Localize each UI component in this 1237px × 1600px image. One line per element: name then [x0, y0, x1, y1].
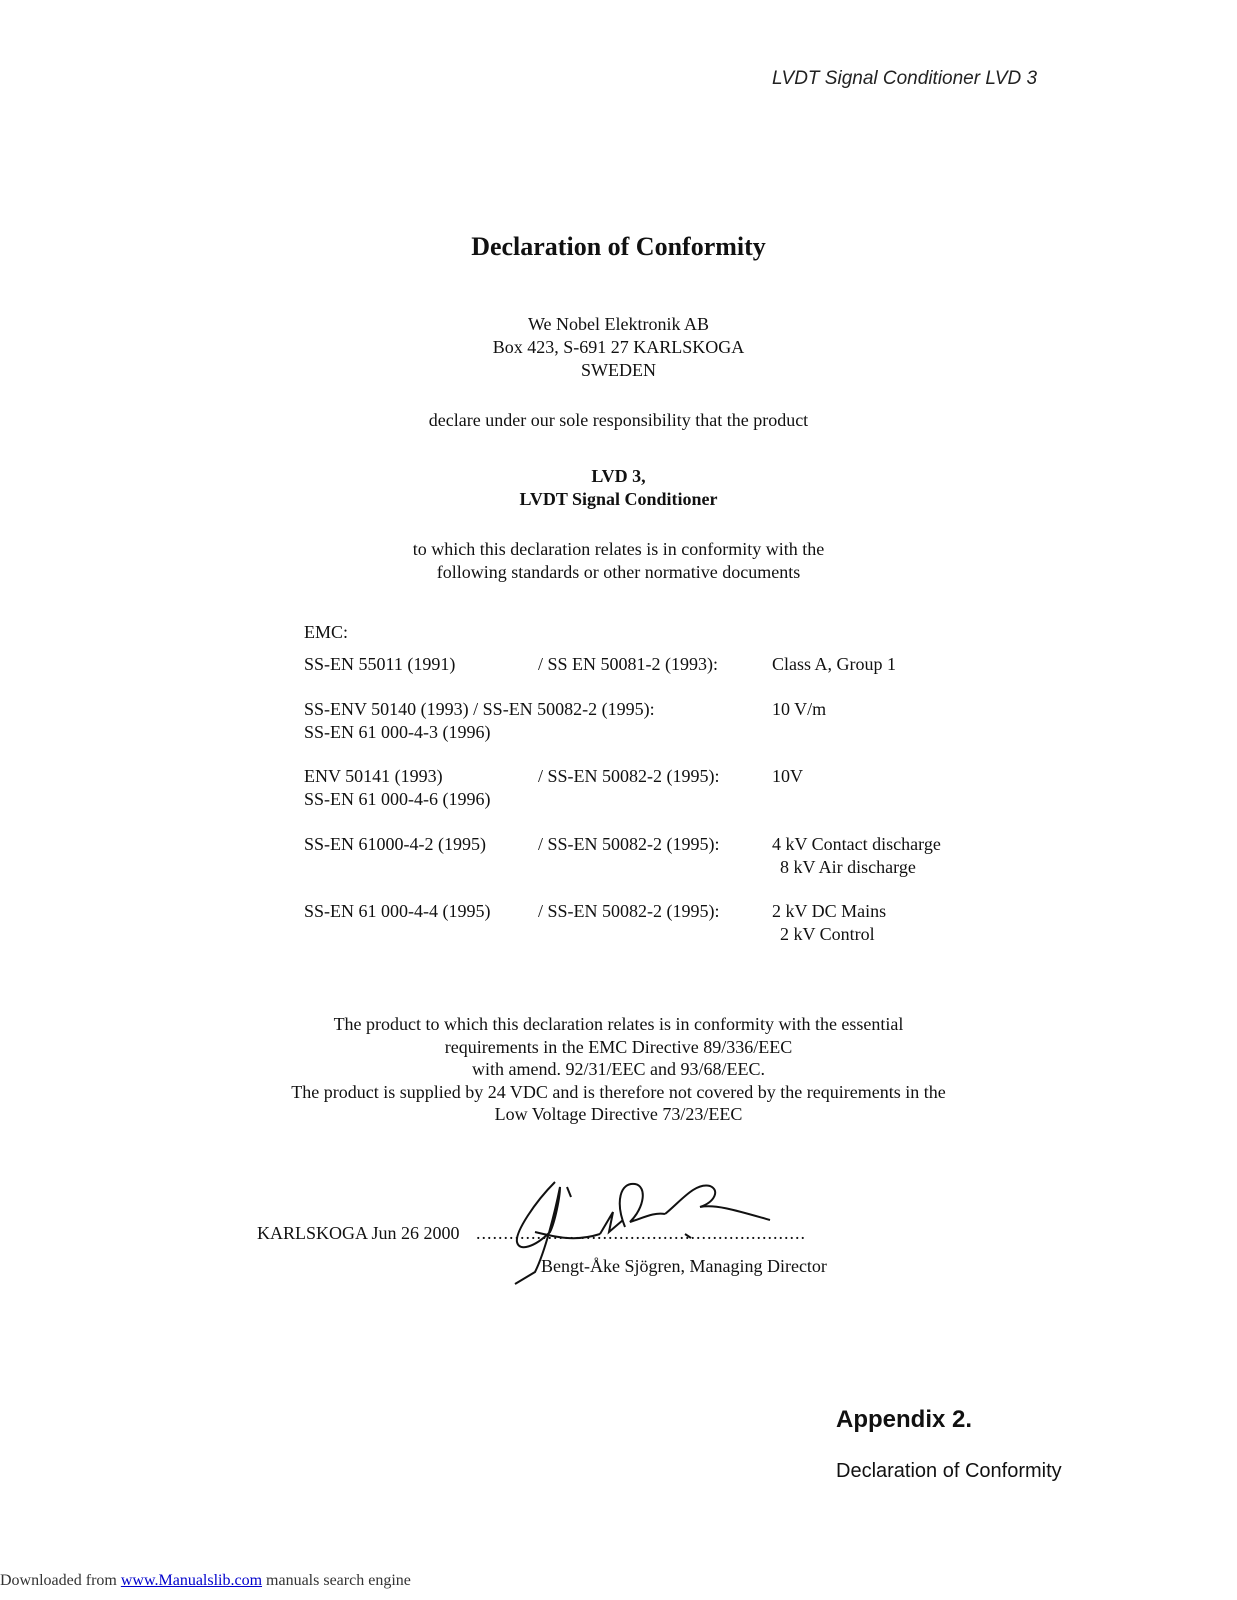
declaration-statement: declare under our sole responsibility that the product	[428, 410, 809, 430]
emc-label: EMC:	[304, 622, 349, 642]
company-name: We Nobel Elektronik AB	[527, 314, 710, 334]
relates-line-2: following standards or other normative documents	[436, 562, 801, 582]
signer-name: Bengt-Åke Sjögren, Managing Director	[541, 1256, 827, 1276]
conformity-line-4: The product is supplied by 24 VDC and is therefore not covered by the requirements in the	[291, 1082, 946, 1102]
standard-row-5-level-b: 2 kV Control	[780, 924, 875, 944]
standard-row-1-std: SS-EN 55011 (1991)	[304, 654, 456, 674]
standard-row-5-std: SS-EN 61 000-4-4 (1995)	[304, 901, 491, 921]
conformity-line-2: requirements in the EMC Directive 89/336/EEC	[444, 1037, 793, 1057]
standard-row-4-level-b: 8 kV Air discharge	[780, 857, 916, 877]
conformity-line-1: The product to which this declaration relates is in conformity with the essential	[333, 1014, 904, 1034]
relates-line-1: to which this declaration relates is in conformity with the	[412, 539, 825, 559]
product-name: LVDT Signal Conditioner	[519, 489, 718, 509]
standard-row-2-std: SS-ENV 50140 (1993) / SS-EN 50082-2 (1995):	[304, 699, 655, 719]
company-address: Box 423, S-691 27 KARLSKOGA	[492, 337, 745, 357]
product-model: LVD 3,	[591, 466, 646, 486]
standard-row-3-level: 10V	[772, 766, 803, 786]
standard-row-4-level: 4 kV Contact discharge	[772, 834, 941, 854]
appendix-title: Appendix 2.	[836, 1406, 973, 1433]
document-title: Declaration of Conformity	[471, 232, 766, 261]
standard-row-4-ref: / SS-EN 50082-2 (1995):	[538, 834, 720, 854]
download-footer	[0, 1572, 411, 1590]
footer-prefix: Downloaded from	[0, 1572, 121, 1589]
standard-row-2-std-b: SS-EN 61 000-4-3 (1996)	[304, 722, 491, 742]
standard-row-4-std: SS-EN 61000-4-2 (1995)	[304, 834, 486, 854]
standard-row-5-level: 2 kV DC Mains	[772, 901, 887, 921]
conformity-line-5: Low Voltage Directive 73/23/EEC	[494, 1104, 743, 1124]
standard-row-5-ref: / SS-EN 50082-2 (1995):	[538, 901, 720, 921]
manualslib-link[interactable]: www.Manualslib.com	[120, 1572, 263, 1589]
standard-row-1-ref: / SS EN 50081-2 (1993):	[538, 654, 718, 674]
company-country: SWEDEN	[581, 360, 656, 380]
signature-dotted-line: ............................................................	[476, 1223, 806, 1243]
conformity-line-3: with amend. 92/31/EEC and 93/68/EEC.	[472, 1059, 765, 1079]
standard-row-1-level: Class A, Group 1	[772, 654, 897, 674]
appendix-subtitle: Declaration of Conformity	[836, 1460, 1062, 1482]
standard-row-3-std: ENV 50141 (1993)	[304, 766, 443, 786]
footer-suffix: manuals search engine	[262, 1572, 411, 1589]
standard-row-3-std-b: SS-EN 61 000-4-6 (1996)	[304, 789, 491, 809]
page-header: LVDT Signal Conditioner LVD 3	[772, 68, 1038, 89]
place-date: KARLSKOGA Jun 26 2000	[257, 1223, 460, 1243]
standard-row-3-ref: / SS-EN 50082-2 (1995):	[538, 766, 720, 786]
standard-row-2-level: 10 V/m	[772, 699, 827, 719]
